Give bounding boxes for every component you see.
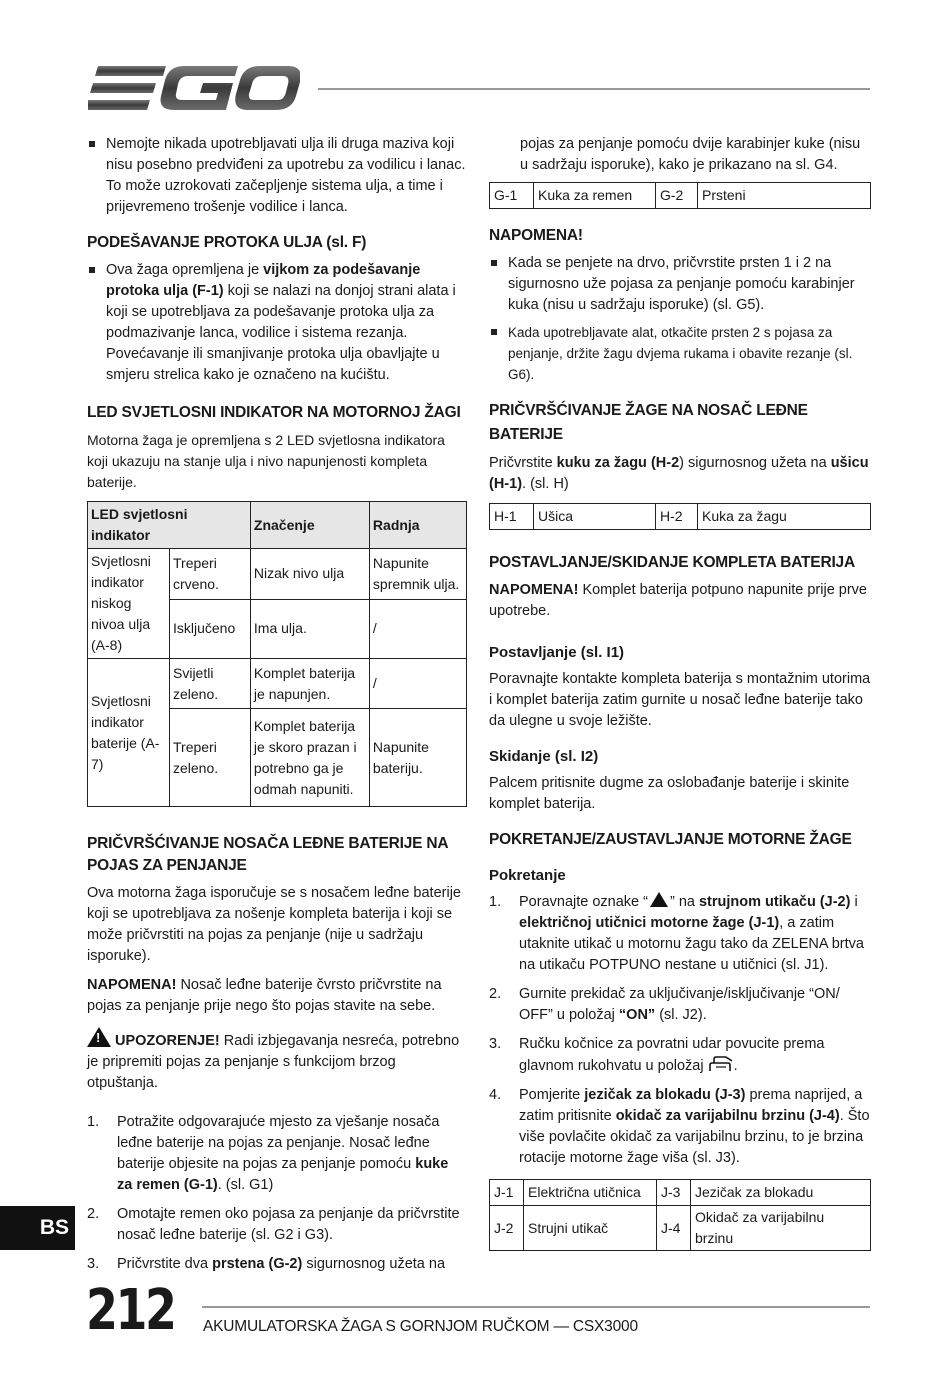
list-item: Kada upotrebljavate alat, otkačite prsten 2 s pojasa za penjanje, držite žagu dvjema rukama i obavite rezanje (sl. G6). — [489, 322, 871, 385]
g-legend-table — [489, 182, 871, 209]
table-cell: J-2 — [490, 1206, 524, 1251]
alignment-triangle-icon — [650, 892, 668, 907]
list-item: Nemojte nikada upotrebljavati ulja ili druga maziva koji nisu posebno predviđeni za upotrebu za vodilicu i lanac. To može uzrokovati začepljenje sistema ulja, a time i prijevremeno trošenje vodilice i lanca. — [87, 134, 467, 218]
table-header: Značenje — [250, 502, 369, 549]
section-heading-oil-flow: PODEŠAVANJE PROTOKA ULJA (sl. F) — [87, 234, 367, 251]
list-item: Ova žaga opremljena je vijkom za podešavanje protoka ulja (F-1) koji se nalazi na donjoj strani alata i koji se upotrebljava za podešavanje protoka ulja za podmazivanje lanca, vodilice i sistema rezanja. Povećavanje ili smanjivanje protoka ulja obavljajte u smjeru strelica kako je označeno na kućištu. — [87, 260, 467, 386]
table-cell: Treperi zeleno. — [170, 709, 251, 807]
attach-text: Pričvrstite kuku za žagu (H-2) sigurnosnog užeta na ušicu (H-1). (sl. H) — [489, 455, 869, 492]
list-item: 2. Gurnite prekidač za uključivanje/isključivanje “ON/ OFF” u položaj “ON” (sl. J2). — [489, 986, 840, 1023]
subheading-start: Pokretanje — [489, 867, 566, 884]
table-cell: Svjetlosni indikator baterije (A-7) — [88, 659, 170, 807]
table-cell: Svijetli zeleno. — [170, 659, 251, 709]
list-item: 4. Pomjerite jezičak za blokadu (J-3) prema naprijed, a zatim pritisnite okidač za varijabilnu brzinu (J-4). Što više povlačite okidač za varijabilnu brzinu, to je brzina rotacije motorne žage viša (sl. J3). — [489, 1087, 870, 1166]
table-cell: Nizak nivo ulja — [250, 549, 369, 600]
table-cell: G-2 — [656, 183, 698, 209]
led-intro: Motorna žaga je opremljena s 2 LED svjetlosna indikatora koji ukazuju na stanje ulja i nivo napunjenosti kompleta baterije. — [87, 432, 445, 490]
list-item: Kada se penjete na drvo, pričvrstite prsten 1 i 2 na sigurnosno uže pojasa za penjanje pomoću karabinjer kuka (nisu u sadržaju isporuke) (sl. G5). — [489, 253, 871, 316]
table-cell: Strujni utikač — [524, 1206, 657, 1251]
table-cell: Napunite spremnik ulja. — [369, 549, 466, 600]
warning: !UPOZORENJE! Radi izbjegavanja nesreća, potrebno je pripremiti pojas za penjanje s funkcijom brzog otpuštanja. — [87, 1027, 467, 1094]
table-cell: J-3 — [657, 1180, 691, 1206]
table-cell: Kuka za žagu — [698, 504, 871, 530]
table-cell: J-1 — [490, 1180, 524, 1206]
mount-note: NAPOMENA! Nosač leđne baterije čvrsto pričvrstite na pojas za penjanje prije nego što pojas stavite na sebe. — [87, 977, 442, 1014]
table-header: LED svjetlosni indikator — [88, 502, 251, 549]
table-cell: Ima ulja. — [250, 599, 369, 658]
table-cell: Ušica — [534, 504, 656, 530]
remove-text: Palcem pritisnite dugme za oslobađanje baterije i skinite komplet baterija. — [489, 775, 850, 812]
left-column — [87, 134, 467, 1283]
footer-title: AKUMULATORSKA ŽAGA S GORNJOM RUČKOM — CSX3000 — [203, 1318, 638, 1335]
h-legend-table — [489, 503, 871, 530]
mount-intro: Ova motorna žaga isporučuje se s nosačem leđne baterije koji se upotrebljava za nošenje kompleta baterija i koji se može pričvrstiti na pojas za penjanje (nije u sadržaju isporuke). — [87, 885, 461, 964]
section-heading-battery: POSTAVLJANJE/SKIDANJE KOMPLETA BATERIJA — [489, 554, 855, 571]
section-heading-attach: PRIČVRŠĆIVANJE ŽAGE NA NOSAČ LEĐNE BATERIJE — [489, 402, 808, 443]
list-item: 1. Potražite odgovarajuće mjesto za vješanje nosača leđne baterije na pojas za penjanje. Nosač leđne baterije objesite na pojas za penjanje pomoću kuke za remen (G-1). (sl. G1) — [87, 1114, 449, 1193]
section-heading-led: LED SVJETLOSNI INDIKATOR NA MOTORNOJ ŽAGI — [87, 404, 461, 421]
table-cell: Svjetlosni indikator niskog nivoa ulja (A-8) — [88, 549, 170, 659]
section-heading-note: NAPOMENA! — [489, 227, 583, 244]
table-cell: Treperi crveno. — [170, 549, 251, 600]
table-cell: Isključeno — [170, 599, 251, 658]
footer-rule — [202, 1306, 870, 1308]
led-table — [87, 501, 467, 807]
section-heading-mount: PRIČVRŠĆIVANJE NOSAČA LEĐNE BATERIJE NA POJAS ZA PENJANJE — [87, 835, 448, 874]
warning-triangle-icon — [87, 1027, 111, 1047]
right-column — [489, 134, 871, 1261]
header-rule — [318, 88, 870, 90]
continued-text: pojas za penjanje pomoću dvije karabinjer kuke (nisu u sadržaju isporuke), kako je prikazano na sl. G4. — [520, 136, 861, 173]
table-cell: Napunite bateriju. — [369, 709, 466, 807]
subheading-remove: Skidanje (sl. I2) — [489, 748, 599, 765]
list-item: 3. Ručku kočnice za povratni udar povucite prema glavnom rukohvatu u položaj . — [489, 1036, 825, 1074]
table-cell: Okidač za varijabilnu brzinu — [691, 1206, 871, 1251]
table-cell: Jezičak za blokadu — [691, 1180, 871, 1206]
battery-note: NAPOMENA! Komplet baterija potpuno napunite prije prve upotrebe. — [489, 582, 867, 619]
language-tab: BS — [0, 1206, 75, 1250]
j-legend-table — [489, 1179, 871, 1251]
table-cell: Komplet baterija je skoro prazan i potrebno ga je odmah napuniti. — [250, 709, 369, 807]
brake-handle-icon — [708, 1055, 734, 1073]
ego-logo — [88, 64, 300, 114]
table-cell: Prsteni — [698, 183, 871, 209]
page-number: 212 — [86, 1278, 175, 1343]
table-cell: H-2 — [656, 504, 698, 530]
list-item: 3. Pričvrstite dva prstena (G-2) sigurnosnog užeta na — [87, 1256, 446, 1272]
table-header: Radnja — [369, 502, 466, 549]
install-text: Poravnajte kontakte kompleta baterija s montažnim utorima i komplet baterija zatim gurnite u nosač leđne baterije tako da ulegne u svoje ležište. — [489, 671, 871, 729]
table-cell: G-1 — [490, 183, 534, 209]
table-cell: Komplet baterija je napunjen. — [250, 659, 369, 709]
table-cell: Električna utičnica — [524, 1180, 657, 1206]
table-cell: Kuka za remen — [534, 183, 656, 209]
list-item: 2. Omotajte remen oko pojasa za penjanje da pričvrstite nosač leđne baterije (sl. G2 i G3). — [87, 1206, 460, 1243]
table-cell: / — [369, 599, 466, 658]
subheading-install: Postavljanje (sl. I1) — [489, 644, 625, 661]
table-cell: H-1 — [490, 504, 534, 530]
list-item: 1. Poravnajte oznake “ ” na strujnom utikaču (J-2) i električnoj utičnici motorne žage (J-1), a zatim utaknite utikač u motornu žagu tako da ZELENA brtva na utikaču POTPUNO nestane u utičnici (sl. J1). — [489, 894, 864, 973]
section-heading-start: POKRETANJE/ZAUSTAVLJANJE MOTORNE ŽAGE — [489, 831, 852, 848]
table-cell: J-4 — [657, 1206, 691, 1251]
table-cell: / — [369, 659, 466, 709]
